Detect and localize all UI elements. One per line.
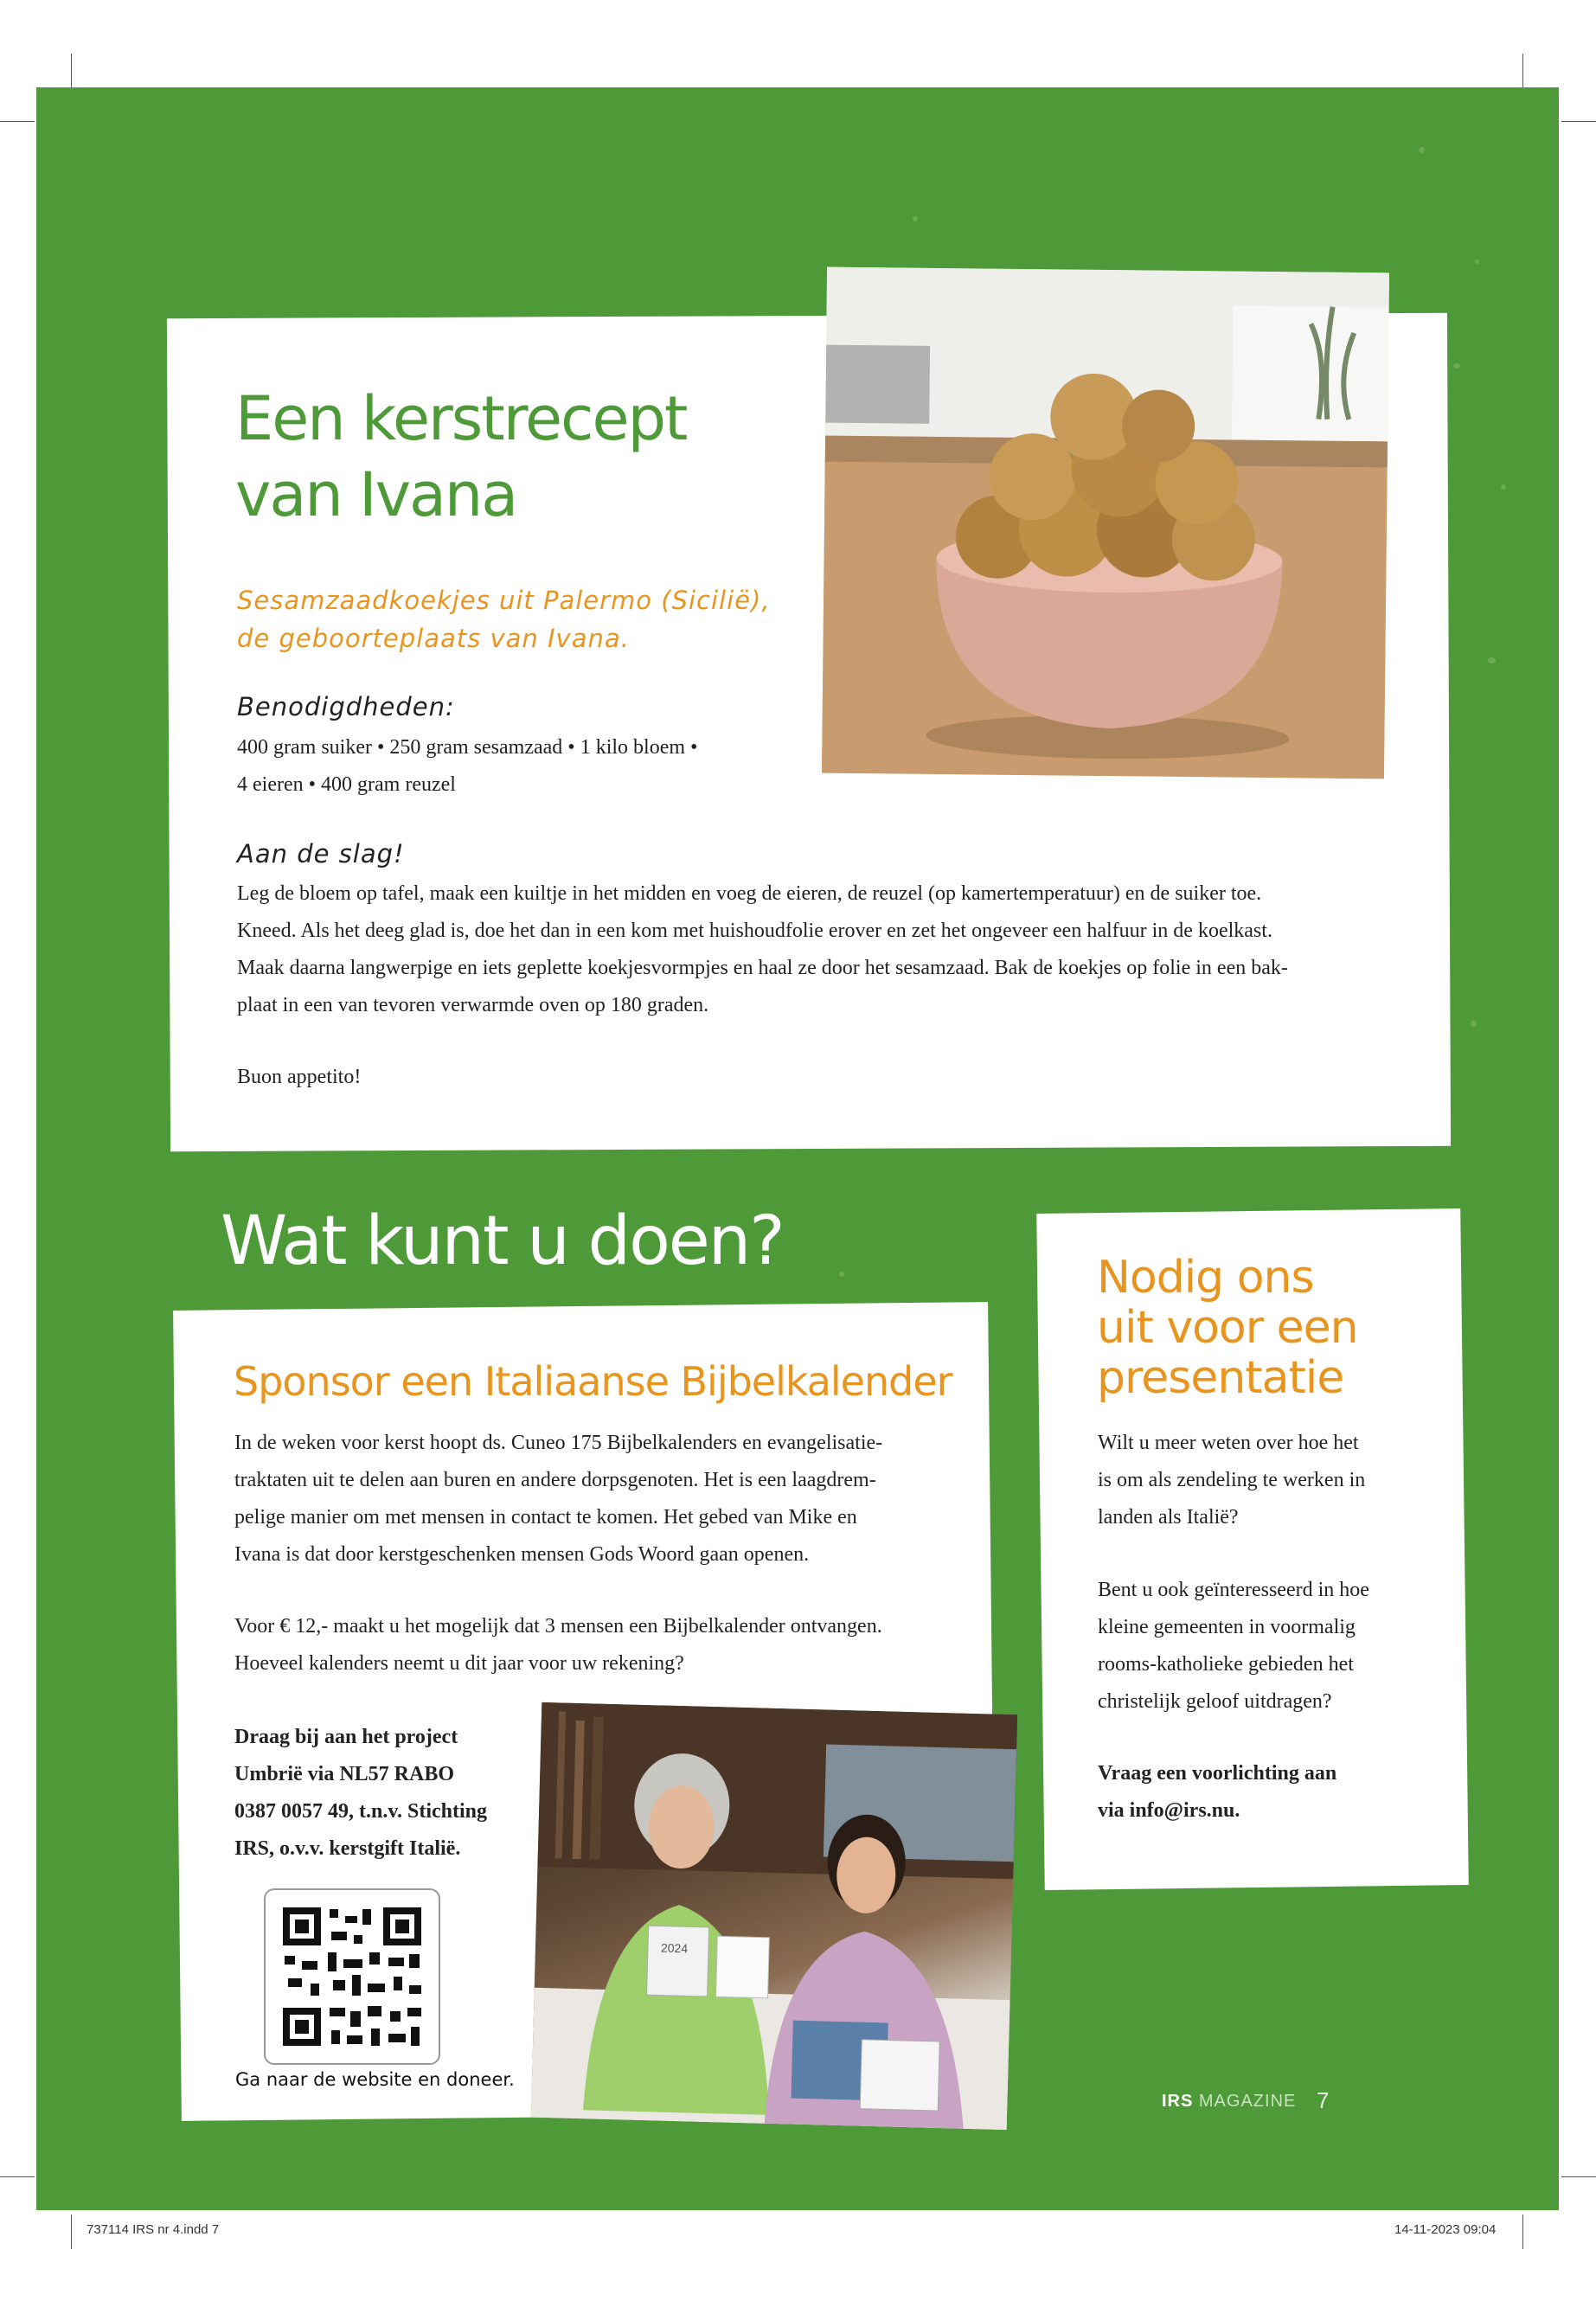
action-title: Wat kunt u doen? <box>221 1202 784 1280</box>
method-text <box>237 875 1431 1024</box>
decorative-speck <box>1501 484 1506 490</box>
recipe-title-line: Een kerstrecept <box>235 383 687 454</box>
recipe-title <box>235 381 841 533</box>
invite-line: Wilt u meer weten over hoe het <box>1098 1432 1359 1454</box>
calendar-year-label: 2024 <box>660 1940 689 1956</box>
magazine-name <box>1162 2092 1296 2112</box>
sponsor-price-paragraph <box>234 1608 978 1682</box>
sponsor-line: traktaten uit te delen aan buren en andere dorpsgenoten. Het is een laagdrem- <box>234 1469 876 1491</box>
recipe-subtitle-line: Sesamzaadkoekjes uit Palermo (Sicilië), <box>237 586 771 615</box>
magazine-label: MAGAZINE <box>1193 2092 1297 2111</box>
slug-timestamp: 14-11-2023 09:04 <box>1394 2222 1497 2237</box>
donation-details <box>234 1719 546 1868</box>
crop-mark <box>0 121 35 122</box>
invite-line: is om als zendeling te werken in <box>1098 1469 1366 1491</box>
crop-mark <box>71 54 72 88</box>
sponsor-line: pelige manier om met mensen in contact te komen. Het gebed van Mike en <box>234 1506 857 1529</box>
invite-title-line: Nodig ons <box>1097 1252 1314 1304</box>
crop-mark <box>1522 2214 1523 2249</box>
page-number: 7 <box>1317 2087 1330 2113</box>
crop-mark <box>1522 54 1523 88</box>
method-line: Leg de bloem op tafel, maak een kuiltje in het midden en voeg de eieren, de reuzel (op kamertemperatuur) en de suiker toe. <box>237 882 1262 905</box>
invite-line: landen als Italië? <box>1098 1506 1239 1529</box>
sponsor-line: Hoeveel kalenders neemt u dit jaar voor uw rekening? <box>234 1652 684 1675</box>
magazine-brand: IRS <box>1162 2092 1194 2111</box>
ingredients-heading: Benodigdheden: <box>237 692 455 721</box>
donation-line: IRS, o.v.v. kerstgift Italië. <box>234 1837 461 1860</box>
decorative-speck <box>1453 363 1460 369</box>
ingredients-list <box>237 729 825 804</box>
decorative-speck <box>913 216 918 221</box>
cookies-photo <box>822 267 1389 779</box>
recipe-subtitle-line: de geboorteplaats van Ivana. <box>237 624 630 653</box>
recipe-closing: Buon appetito! <box>237 1066 362 1088</box>
sponsor-line: In de weken voor kerst hoopt ds. Cuneo 175 Bijbelkalenders en evangelisatie- <box>234 1432 883 1454</box>
method-line: Kneed. Als het deeg glad is, doe het dan in een kom met huishoudfolie erover en zet het ongeveer een halfuur in de koelkast. <box>237 920 1272 942</box>
invite-title-line: uit voor een <box>1097 1302 1358 1354</box>
donation-line: Umbrië via NL57 RABO <box>234 1763 454 1785</box>
decorative-speck <box>1471 1021 1477 1027</box>
invite-email-link[interactable]: via info@irs.nu. <box>1098 1799 1240 1822</box>
sponsor-title: Sponsor een Italiaanse Bijbelkalender <box>234 1358 952 1405</box>
sponsor-line: Ivana is dat door kerstgeschenken mensen Gods Woord gaan openen. <box>234 1543 810 1566</box>
qr-code[interactable] <box>264 1888 440 2065</box>
donation-line: 0387 0057 49, t.n.v. Stichting <box>234 1800 488 1823</box>
crop-mark <box>71 2214 72 2249</box>
invite-paragraph <box>1098 1572 1461 1721</box>
decorative-speck <box>1419 147 1425 153</box>
method-heading: Aan de slag! <box>237 839 405 868</box>
invite-cta <box>1098 1755 1461 1830</box>
ingredients-line: 400 gram suiker • 250 gram sesamzaad • 1 kilo bloem • <box>237 736 698 759</box>
crop-mark <box>1561 2176 1596 2177</box>
sponsor-line: Voor € 12,- maakt u het mogelijk dat 3 mensen een Bijbelkalender ontvangen. <box>234 1615 882 1638</box>
invite-line: kleine gemeenten in voormalig <box>1098 1616 1356 1638</box>
sponsor-paragraph <box>234 1425 978 1574</box>
qr-caption: Ga naar de website en doneer. <box>235 2069 515 2090</box>
invite-title <box>1097 1253 1426 1403</box>
calendar-photo <box>531 1702 1017 2130</box>
method-line: plaat in een van tevoren verwarmde oven op 180 graden. <box>237 994 709 1016</box>
invite-line: rooms-katholieke gebieden het <box>1098 1653 1354 1676</box>
invite-title-line: presentatie <box>1097 1352 1344 1404</box>
crop-mark <box>1561 121 1596 122</box>
crop-mark <box>0 2176 35 2177</box>
decorative-speck <box>1488 657 1496 663</box>
invite-paragraph <box>1098 1425 1461 1536</box>
recipe-subtitle <box>237 581 791 657</box>
method-line: Maak daarna langwerpige en iets geplette koekjesvormpjes en haal ze door het sesamzaad. Bak de koekjes op folie in een bak- <box>237 957 1288 979</box>
decorative-speck <box>1475 260 1479 264</box>
recipe-title-line: van Ivana <box>235 459 517 530</box>
invite-line: christelijk geloof uitdragen? <box>1098 1690 1332 1713</box>
invite-cta-line: Vraag een voorlichting aan <box>1098 1762 1337 1785</box>
ingredients-line: 4 eieren • 400 gram reuzel <box>237 773 456 796</box>
donation-line: Draag bij aan het project <box>234 1726 458 1748</box>
invite-line: Bent u ook geïnteresseerd in hoe <box>1098 1579 1369 1601</box>
slug-file-info: 737114 IRS nr 4.indd 7 <box>87 2222 220 2237</box>
decorative-speck <box>839 1272 844 1277</box>
